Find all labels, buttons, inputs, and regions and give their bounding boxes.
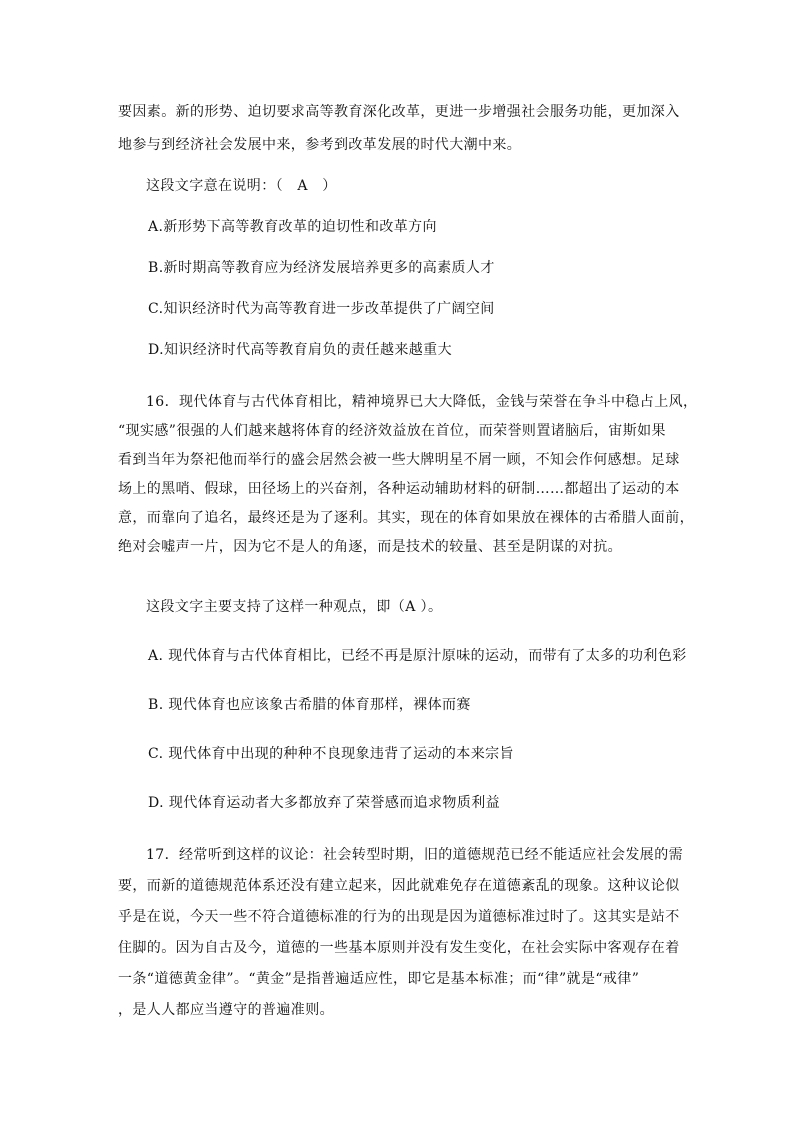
q15-option-d: D.知识经济时代高等教育肩负的责任越来越重大 bbox=[148, 342, 452, 358]
q17-line-4: 住脚的。因为自古及今，道德的一些基本原则并没有发生变化，在社会实际中客观存在着 bbox=[118, 940, 680, 956]
q16-option-a: A. 现代体育与古代体育相比，已经不再是原汁原味的运动，而带有了太多的功利色彩 bbox=[148, 648, 687, 664]
q15-prompt: 这段文字意在说明：（ A ） bbox=[146, 178, 337, 194]
intro-line-2: 地参与到经济社会发展中来，参考到改革发展的时代大潮中来。 bbox=[118, 137, 522, 153]
q16-line-3: 看到当年为祭祀他而举行的盛会居然会被一些大牌明星不屑一顾，不知会作何感想。足球 bbox=[118, 452, 680, 468]
intro-line-1: 要因素。新的形势、迫切要求高等教育深化改革，更进一步增强社会服务功能，更加深入 bbox=[118, 104, 680, 120]
q15-option-b: B.新时期高等教育应为经济发展培养更多的高素质人才 bbox=[148, 260, 495, 276]
q16-option-c: C. 现代体育中出现的种种不良现象违背了运动的本来宗旨 bbox=[148, 746, 514, 762]
q16-line-5: 意，而靠向了追名，最终还是为了逐利。其实，现在的体育如果放在裸体的古希腊人面前， bbox=[118, 510, 694, 526]
q16-option-b: B. 现代体育也应该象古希腊的体育那样，裸体而赛 bbox=[148, 697, 471, 713]
q16-prompt: 这段文字主要支持了这样一种观点，即（A ）。 bbox=[146, 599, 443, 615]
q16-line-4: 场上的黑哨、假球，田径场上的兴奋剂，各种运动辅助材料的研制……都超出了运动的本 bbox=[118, 481, 680, 497]
q17-line-2: 要，而新的道德规范体系还没有建立起来，因此就难免存在道德紊乱的现象。这种议论似 bbox=[118, 878, 680, 894]
q15-option-a: A.新形势下高等教育改革的迫切性和改革方向 bbox=[148, 219, 437, 235]
q16-line-2: “现实感”很强的人们越来越将体育的经济效益放在首位，而荣誉则置诸脑后，宙斯如果 bbox=[118, 423, 666, 439]
q16-line-6: 绝对会嘘声一片，因为它不是人的角逐，而是技术的较量、甚至是阴谋的对抗。 bbox=[118, 539, 622, 555]
q17-line-3: 乎是在说，今天一些不符合道德标准的行为的出现是因为道德标准过时了。这其实是站不 bbox=[118, 909, 680, 925]
q16-option-d: D. 现代体育运动者大多都放弃了荣誉感而追求物质利益 bbox=[148, 795, 501, 811]
q16-line-1: 16．现代体育与古代体育相比，精神境界已大大降低，金钱与荣誉在争斗中稳占上风， bbox=[146, 394, 698, 410]
q17-line-6: ，是人人都应当遵守的普遍准则。 bbox=[118, 1002, 334, 1018]
q17-line-5: 一条“道德黄金律”。“黄金”是指普遍适应性，即它是基本标准；而“律”就是“戒律” bbox=[118, 971, 640, 987]
q17-line-1: 17．经常听到这样的议论：社会转型时期，旧的道德规范已经不能适应社会发展的需 bbox=[146, 847, 684, 863]
q15-option-c: C.知识经济时代为高等教育进一步改革提供了广阔空间 bbox=[148, 301, 495, 317]
